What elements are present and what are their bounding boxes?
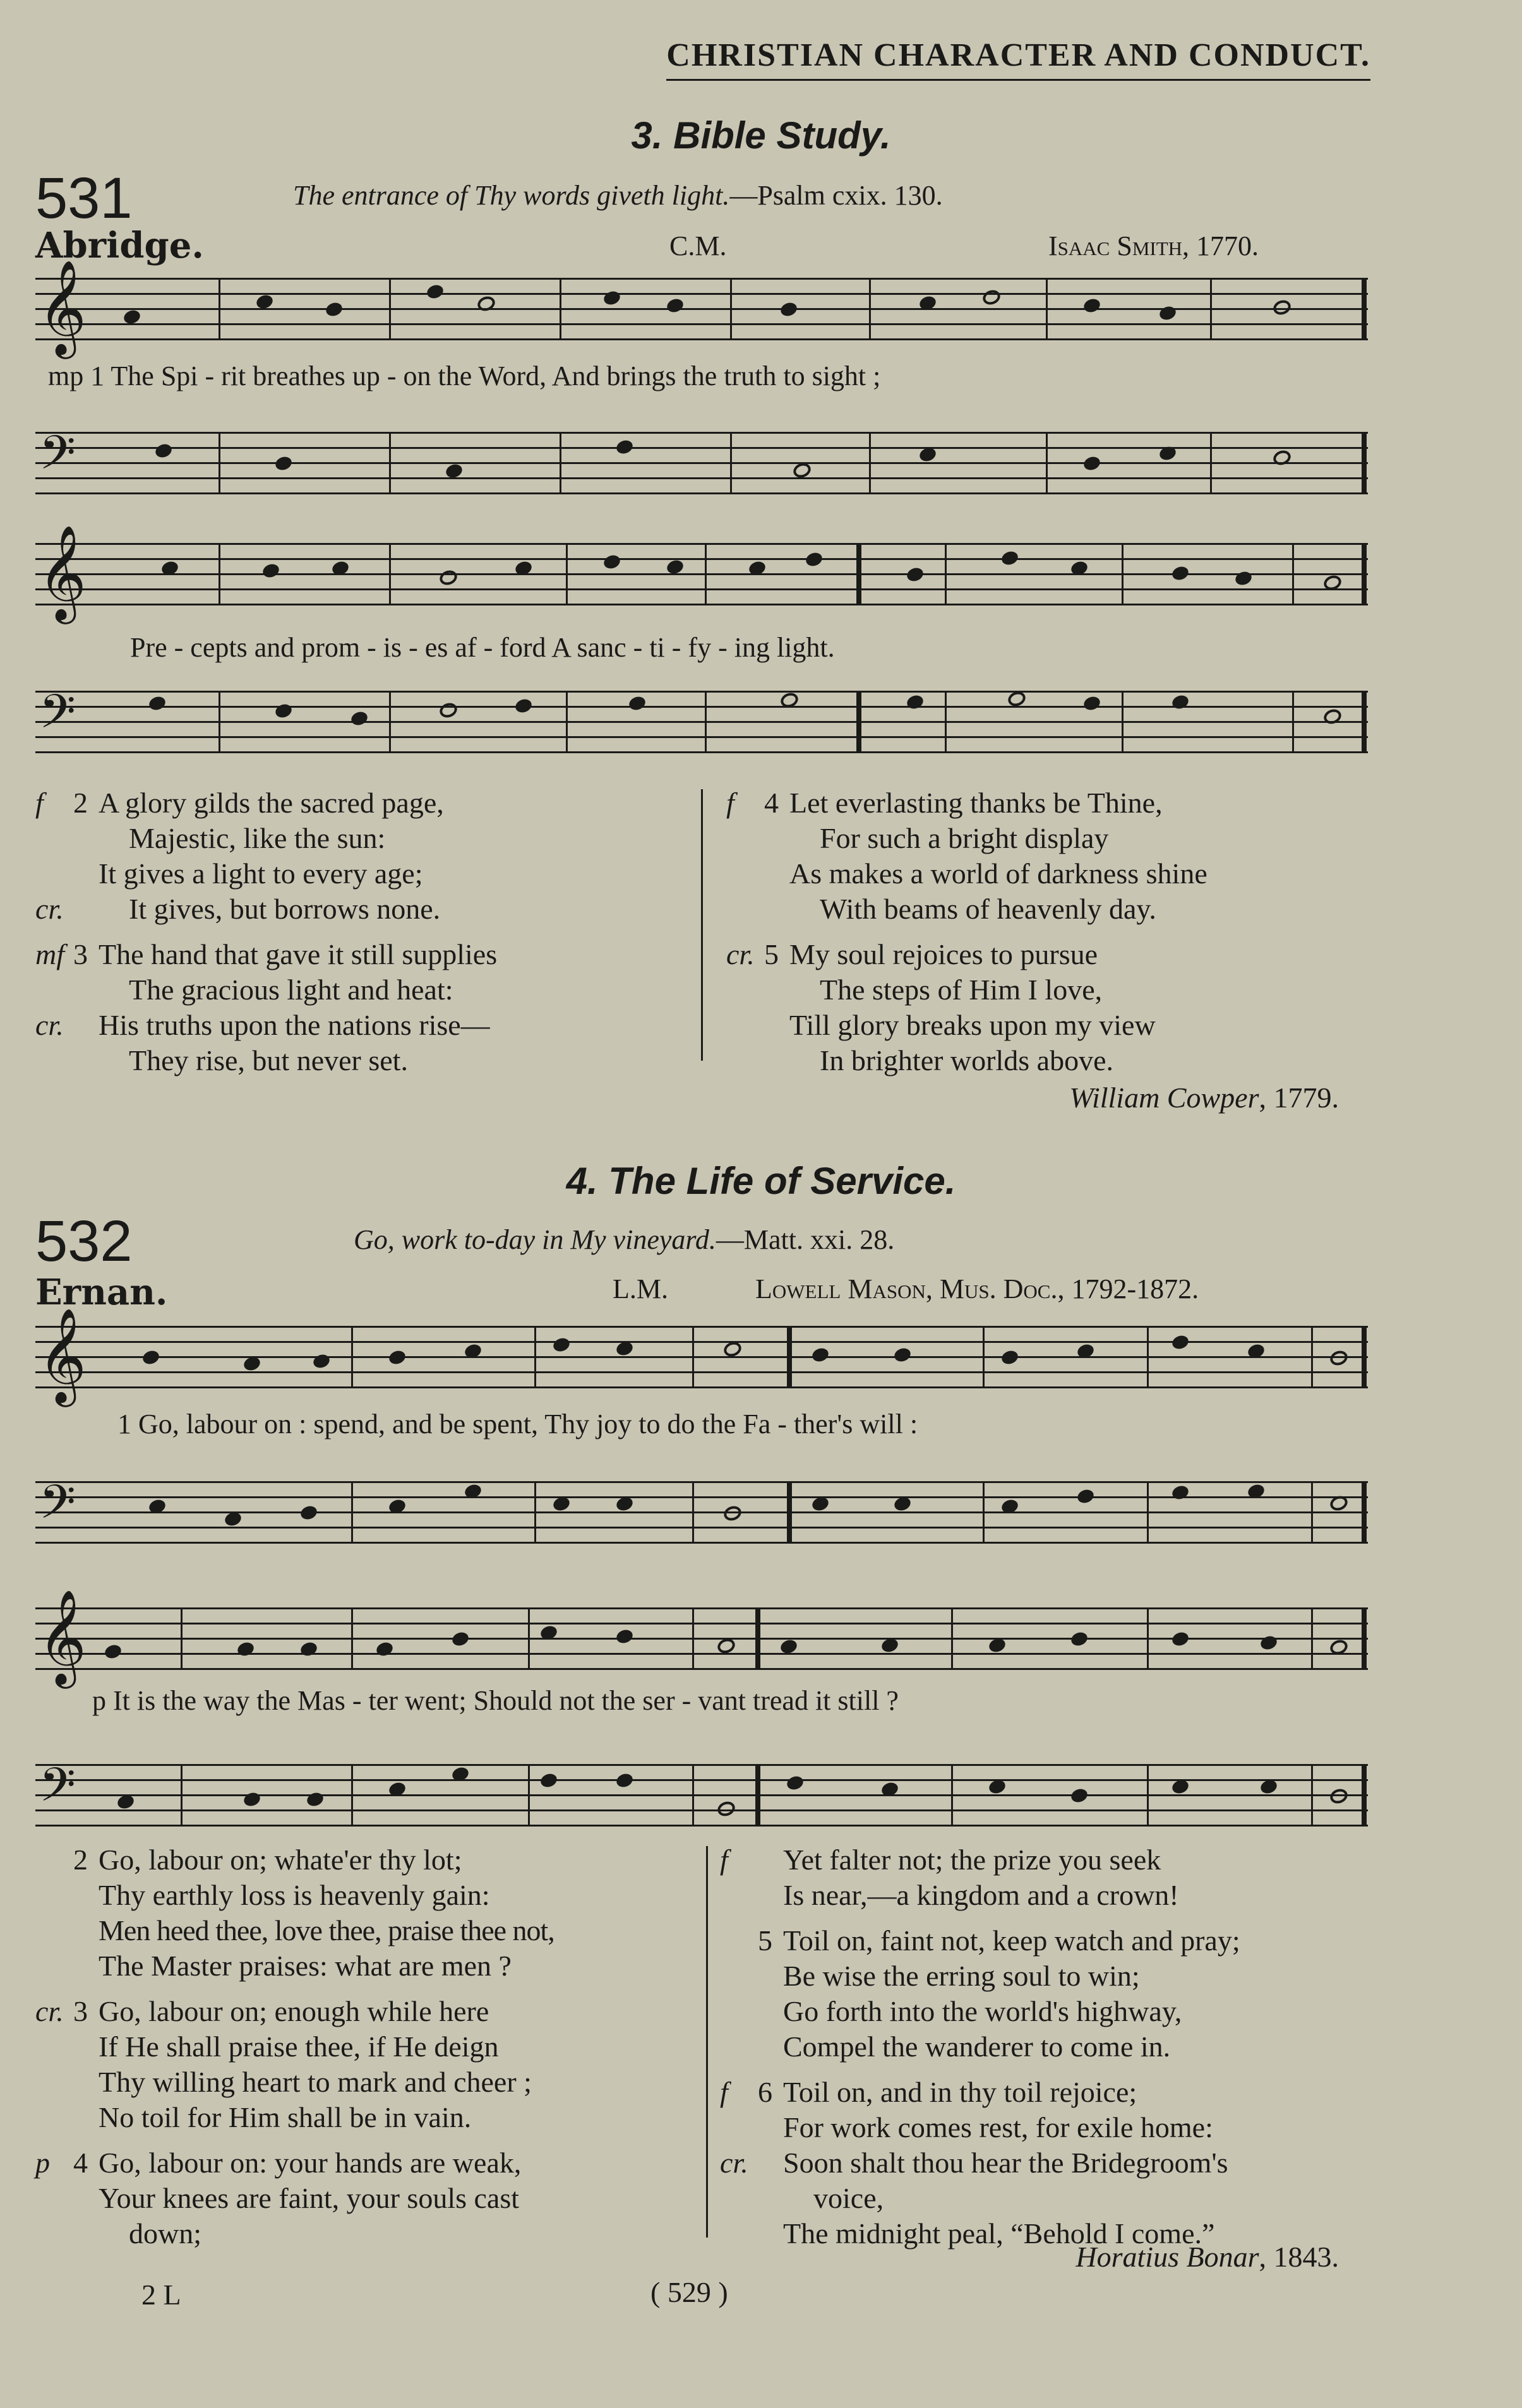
- epigraph-text: The entrance of Thy words giveth light.: [293, 180, 730, 211]
- verse-line: Thy earthly loss is heavenly gain:: [99, 1879, 490, 1911]
- hymn-number-532: 532: [35, 1209, 133, 1273]
- verse-line: Is near,—a kingdom and a crown!: [783, 1879, 1179, 1911]
- bass-clef-icon: 𝄢: [39, 1475, 76, 1541]
- composer-isaac-smith: Isaac Smith, 1770.: [1048, 230, 1259, 261]
- verse-line: cr. 5 My soul rejoices to pursue: [726, 938, 1098, 970]
- treble-clef-icon: 𝄞: [38, 1588, 87, 1684]
- verse-line: cr. His truths upon the nations rise—: [35, 1009, 490, 1041]
- hymn-531-author: William Cowper, 1779.: [1069, 1082, 1339, 1114]
- hymn-532-epigraph: [354, 1224, 894, 1256]
- verse-line: voice,: [813, 2182, 884, 2214]
- hymn-532-lyrics-line-1: 1 Go, labour on : spend, and be spent, Thy joy to do the Fa - ther's will :: [117, 1409, 918, 1439]
- treble-clef-icon: 𝄞: [38, 1307, 87, 1403]
- page-number: ( 529 ): [650, 2276, 728, 2308]
- verse-line: The midnight peal, “Behold I come.”: [783, 2217, 1215, 2250]
- epigraph-reference: —Matt. xxi. 28.: [716, 1224, 895, 1255]
- hymn-532-lyrics-line-2: p It is the way the Mas - ter went; Should not the ser - vant tread it still ?: [92, 1685, 899, 1716]
- verse-line: 5 Toil on, faint not, keep watch and pray;: [758, 1924, 1240, 1957]
- epigraph-reference: —Psalm cxix. 130.: [729, 180, 943, 211]
- verse-line: With beams of heavenly day.: [820, 893, 1156, 925]
- treble-staff: [35, 1307, 1368, 1403]
- column-divider: [706, 1846, 708, 2238]
- hymn-531-lyrics-line-1: mp 1 The Spi - rit breathes up - on the Word, And brings the truth to sight ;: [48, 361, 881, 391]
- hymn-531-epigraph: [293, 179, 943, 212]
- bass-staff: [35, 684, 1368, 751]
- section-title-life-of-service: 4. The Life of Service.: [566, 1160, 956, 1202]
- bass-staff: [35, 426, 1368, 492]
- verse-line: f 6 Toil on, and in thy toil rejoice;: [720, 2076, 1137, 2108]
- verse-line: Majestic, like the sun:: [129, 822, 386, 854]
- signature-mark: 2 L: [141, 2279, 181, 2311]
- bass-staff: [35, 1475, 1368, 1542]
- verse-line: They rise, but never set.: [129, 1044, 408, 1076]
- verse-line: f 2 A glory gilds the sacred page,: [35, 787, 444, 819]
- verse-line: p 4 Go, labour on: your hands are weak,: [35, 2147, 522, 2179]
- hymn-532-music-system-1: [35, 1307, 1368, 1547]
- verse-line: cr. Soon shalt thou hear the Bridegroom's: [720, 2147, 1228, 2179]
- verse-line: The steps of Him I love,: [820, 974, 1103, 1006]
- composer-lowell-mason: Lowell Mason, Mus. Doc., 1792-1872.: [755, 1273, 1199, 1304]
- verse-line: f 4 Let everlasting thanks be Thine,: [726, 787, 1163, 819]
- running-head: CHRISTIAN CHARACTER AND CONDUCT.: [666, 37, 1370, 81]
- bass-clef-icon: 𝄢: [39, 684, 76, 751]
- treble-staff: [35, 524, 1368, 620]
- hymn-531-verses-left: [35, 785, 692, 1078]
- verse-line: If He shall praise thee, if He deign: [99, 2030, 499, 2063]
- verse-line: Till glory breaks upon my view: [789, 1009, 1156, 1041]
- hymn-532-music-system-2: [35, 1588, 1368, 1828]
- hymn-532-verses-right: [720, 1842, 1389, 2251]
- verse-line: Thy willing heart to mark and cheer ;: [99, 2066, 532, 2098]
- bass-staff: [35, 1758, 1368, 1825]
- verse-line: No toil for Him shall be in vain.: [99, 2101, 472, 2133]
- verse-line: For such a bright display: [820, 822, 1109, 854]
- treble-clef-icon: 𝄞: [38, 259, 87, 355]
- tune-name-ernan: Ernan.: [35, 1272, 168, 1313]
- hymn-532-author: Horatius Bonar, 1843.: [1076, 2241, 1339, 2273]
- verse-line: Compel the wanderer to come in.: [783, 2030, 1171, 2063]
- verse-line: Men heed thee, love thee, praise thee not,: [99, 1914, 554, 1946]
- verse-line: Your knees are faint, your souls cast: [99, 2182, 520, 2214]
- verse-line: mf 3 The hand that gave it still supplies: [35, 938, 498, 970]
- treble-staff: [35, 1588, 1368, 1684]
- verse-line: Be wise the erring soul to win;: [783, 1960, 1140, 1992]
- tune-name-abridge: Abridge.: [35, 225, 204, 266]
- treble-staff: [35, 259, 1368, 355]
- verse-line: In brighter worlds above.: [820, 1044, 1113, 1076]
- meter-cm: C.M.: [669, 230, 727, 261]
- hymn-531-lyrics-line-2: Pre - cepts and prom - is - es af - ford A sanc - ti - fy - ing light.: [130, 632, 835, 663]
- verse-line: It gives a light to every age;: [99, 857, 423, 890]
- verse-line: f Yet falter not; the prize you seek: [720, 1844, 1161, 1876]
- hymn-532-verses-left: [35, 1842, 705, 2251]
- bass-clef-icon: 𝄢: [39, 426, 76, 492]
- verse-line: 2 Go, labour on; whate'er thy lot;: [73, 1844, 462, 1876]
- section-title-bible-study: 3. Bible Study.: [631, 114, 891, 157]
- verse-line: The Master praises: what are men ?: [99, 1950, 512, 1982]
- bass-clef-icon: 𝄢: [39, 1758, 76, 1824]
- verse-line: As makes a world of darkness shine: [789, 857, 1207, 890]
- hymn-number-531: 531: [35, 166, 133, 230]
- verse-line: cr. It gives, but borrows none.: [35, 893, 441, 925]
- hymn-531-music-system-2: [35, 524, 1368, 770]
- epigraph-text: Go, work to-day in My vineyard.: [354, 1224, 716, 1255]
- verse-line: cr. 3 Go, labour on; enough while here: [35, 1995, 489, 2027]
- verse-line: down;: [129, 2217, 201, 2250]
- hymn-531-music-system-1: [35, 259, 1368, 492]
- verse-line: The gracious light and heat:: [129, 974, 453, 1006]
- verse-line: For work comes rest, for exile home:: [783, 2111, 1213, 2143]
- column-divider: [701, 789, 703, 1061]
- treble-clef-icon: 𝄞: [38, 524, 87, 620]
- meter-lm: L.M.: [613, 1273, 668, 1304]
- hymn-531-verses-right: [726, 785, 1383, 1078]
- verse-line: Go forth into the world's highway,: [783, 1995, 1182, 2027]
